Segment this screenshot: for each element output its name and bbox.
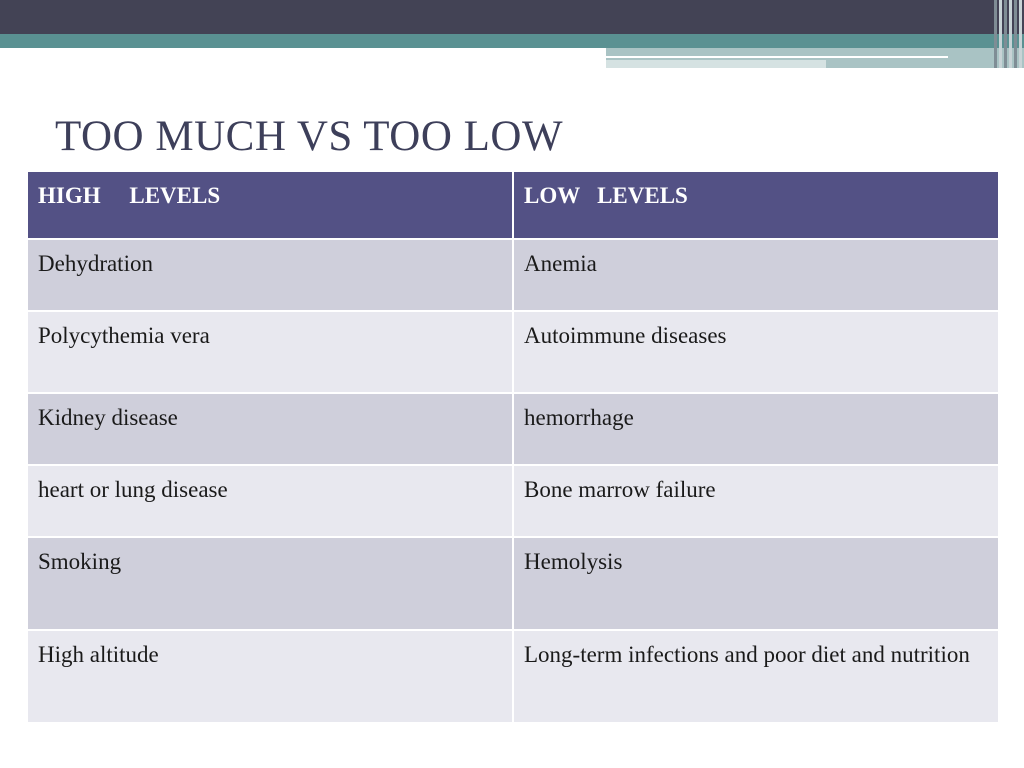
high-cell: Kidney disease [27,393,513,465]
high-cell: heart or lung disease [27,465,513,537]
table-row [27,537,999,630]
top-band-pale [606,60,826,68]
high-cell: Dehydration [27,239,513,311]
table-row [27,239,999,311]
top-band-teal [0,34,1024,48]
high-cell: Smoking [27,537,513,630]
low-cell: Hemolysis [513,537,999,630]
low-cell: Autoimmune diseases [513,311,999,393]
top-band-line [606,56,948,58]
table-row [27,311,999,393]
low-cell: Anemia [513,239,999,311]
table-row [27,465,999,537]
table-row [27,393,999,465]
slide-title: TOO MUCH VS TOO LOW [55,113,564,160]
header-high-levels: HIGH LEVELS [27,171,513,239]
high-cell: Polycythemia vera [27,311,513,393]
corner-stripes [994,0,1024,68]
comparison-table [26,170,1000,724]
high-cell: High altitude [27,630,513,723]
header-low-levels: LOW LEVELS [513,171,999,239]
table-row [27,630,999,723]
top-band-dark [0,0,1024,34]
low-cell: Long-term infections and poor diet and nutrition [513,630,999,723]
low-cell: hemorrhage [513,393,999,465]
table-header-row [27,171,999,239]
low-cell: Bone marrow failure [513,465,999,537]
